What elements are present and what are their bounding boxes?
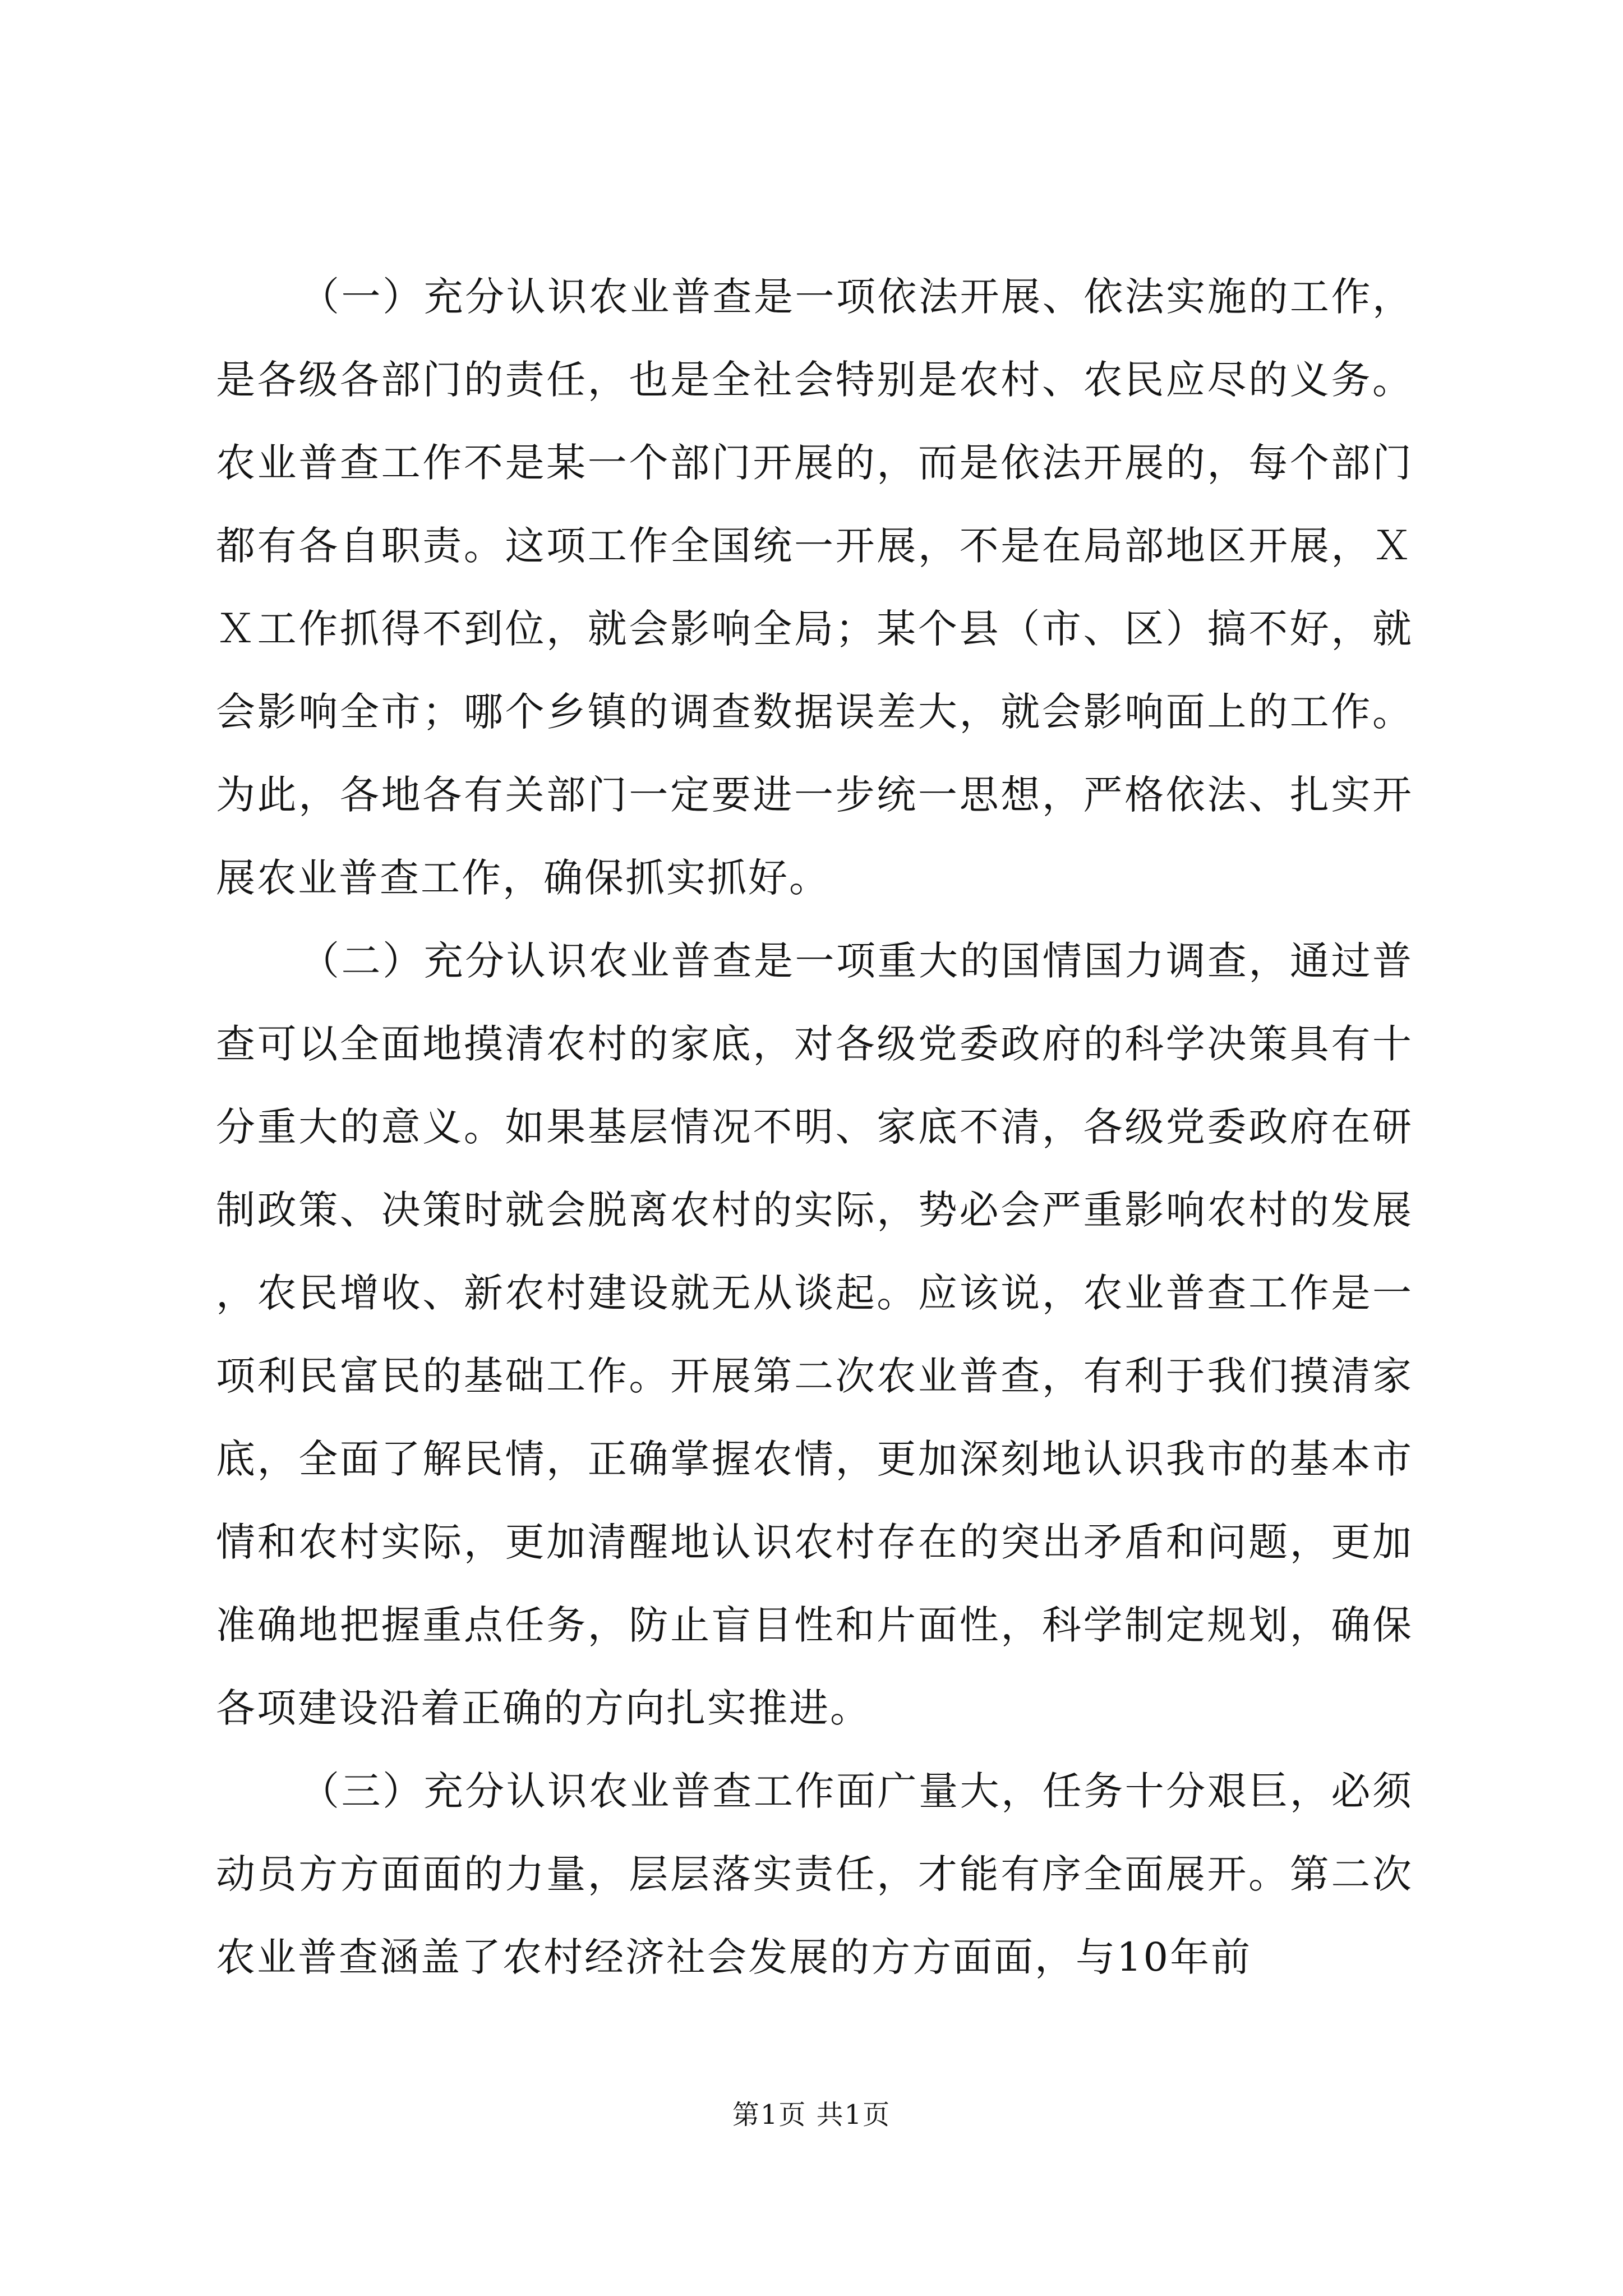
- document-body: [216, 255, 1413, 1999]
- paragraph-3: （三）充分认识农业普查工作面广量大，任务十分艰巨，必须动员方方面面的力量，层层落实责任，才能有序全面展开。第二次农业普查涵盖了农村经济社会发展的方方面面，与10年前: [216, 1768, 1413, 1980]
- paragraph-2: （二）充分认识农业普查是一项重大的国情国力调查，通过普查可以全面地摸清农村的家底，对各级党委政府的科学决策具有十分重大的意义。如果基层情况不明、家底不清，各级党委政府在研制政策、决策时就会脱离农村的实际，势必会严重影响农村的发展，农民增收、新农村建设就无从谈起。应该说，农业普查工作是一项利民富民的基础工作。开展第二次农业普查，有利于我们摸清家底，全面了解民情，正确掌握农情，更加深刻地认识我市的基本市情和农村实际，更加清醒地认识农村存在的突出矛盾和问题，更加准确地把握重点任务，防止盲目性和片面性，科学制定规划，确保各项建设沿着正确的方向扎实推进。: [216, 938, 1413, 1731]
- paragraph-1: （一）充分认识农业普查是一项依法开展、依法实施的工作，是各级各部门的责任，也是全社会特别是农村、农民应尽的义务。农业普查工作不是某一个部门开展的，而是依法开展的，每个部门都有各自职责。这项工作全国统一开展，不是在局部地区开展，ＸＸ工作抓得不到位，就会影响全局；某个县（市、区）搞不好，就会影响全市；哪个乡镇的调查数据误差大，就会影响面上的工作。为此，各地各有关部门一定要进一步统一思想，严格依法、扎实开展农业普查工作，确保抓实抓好。: [216, 274, 1413, 901]
- page-footer: 第1页 共1页: [732, 2099, 891, 2131]
